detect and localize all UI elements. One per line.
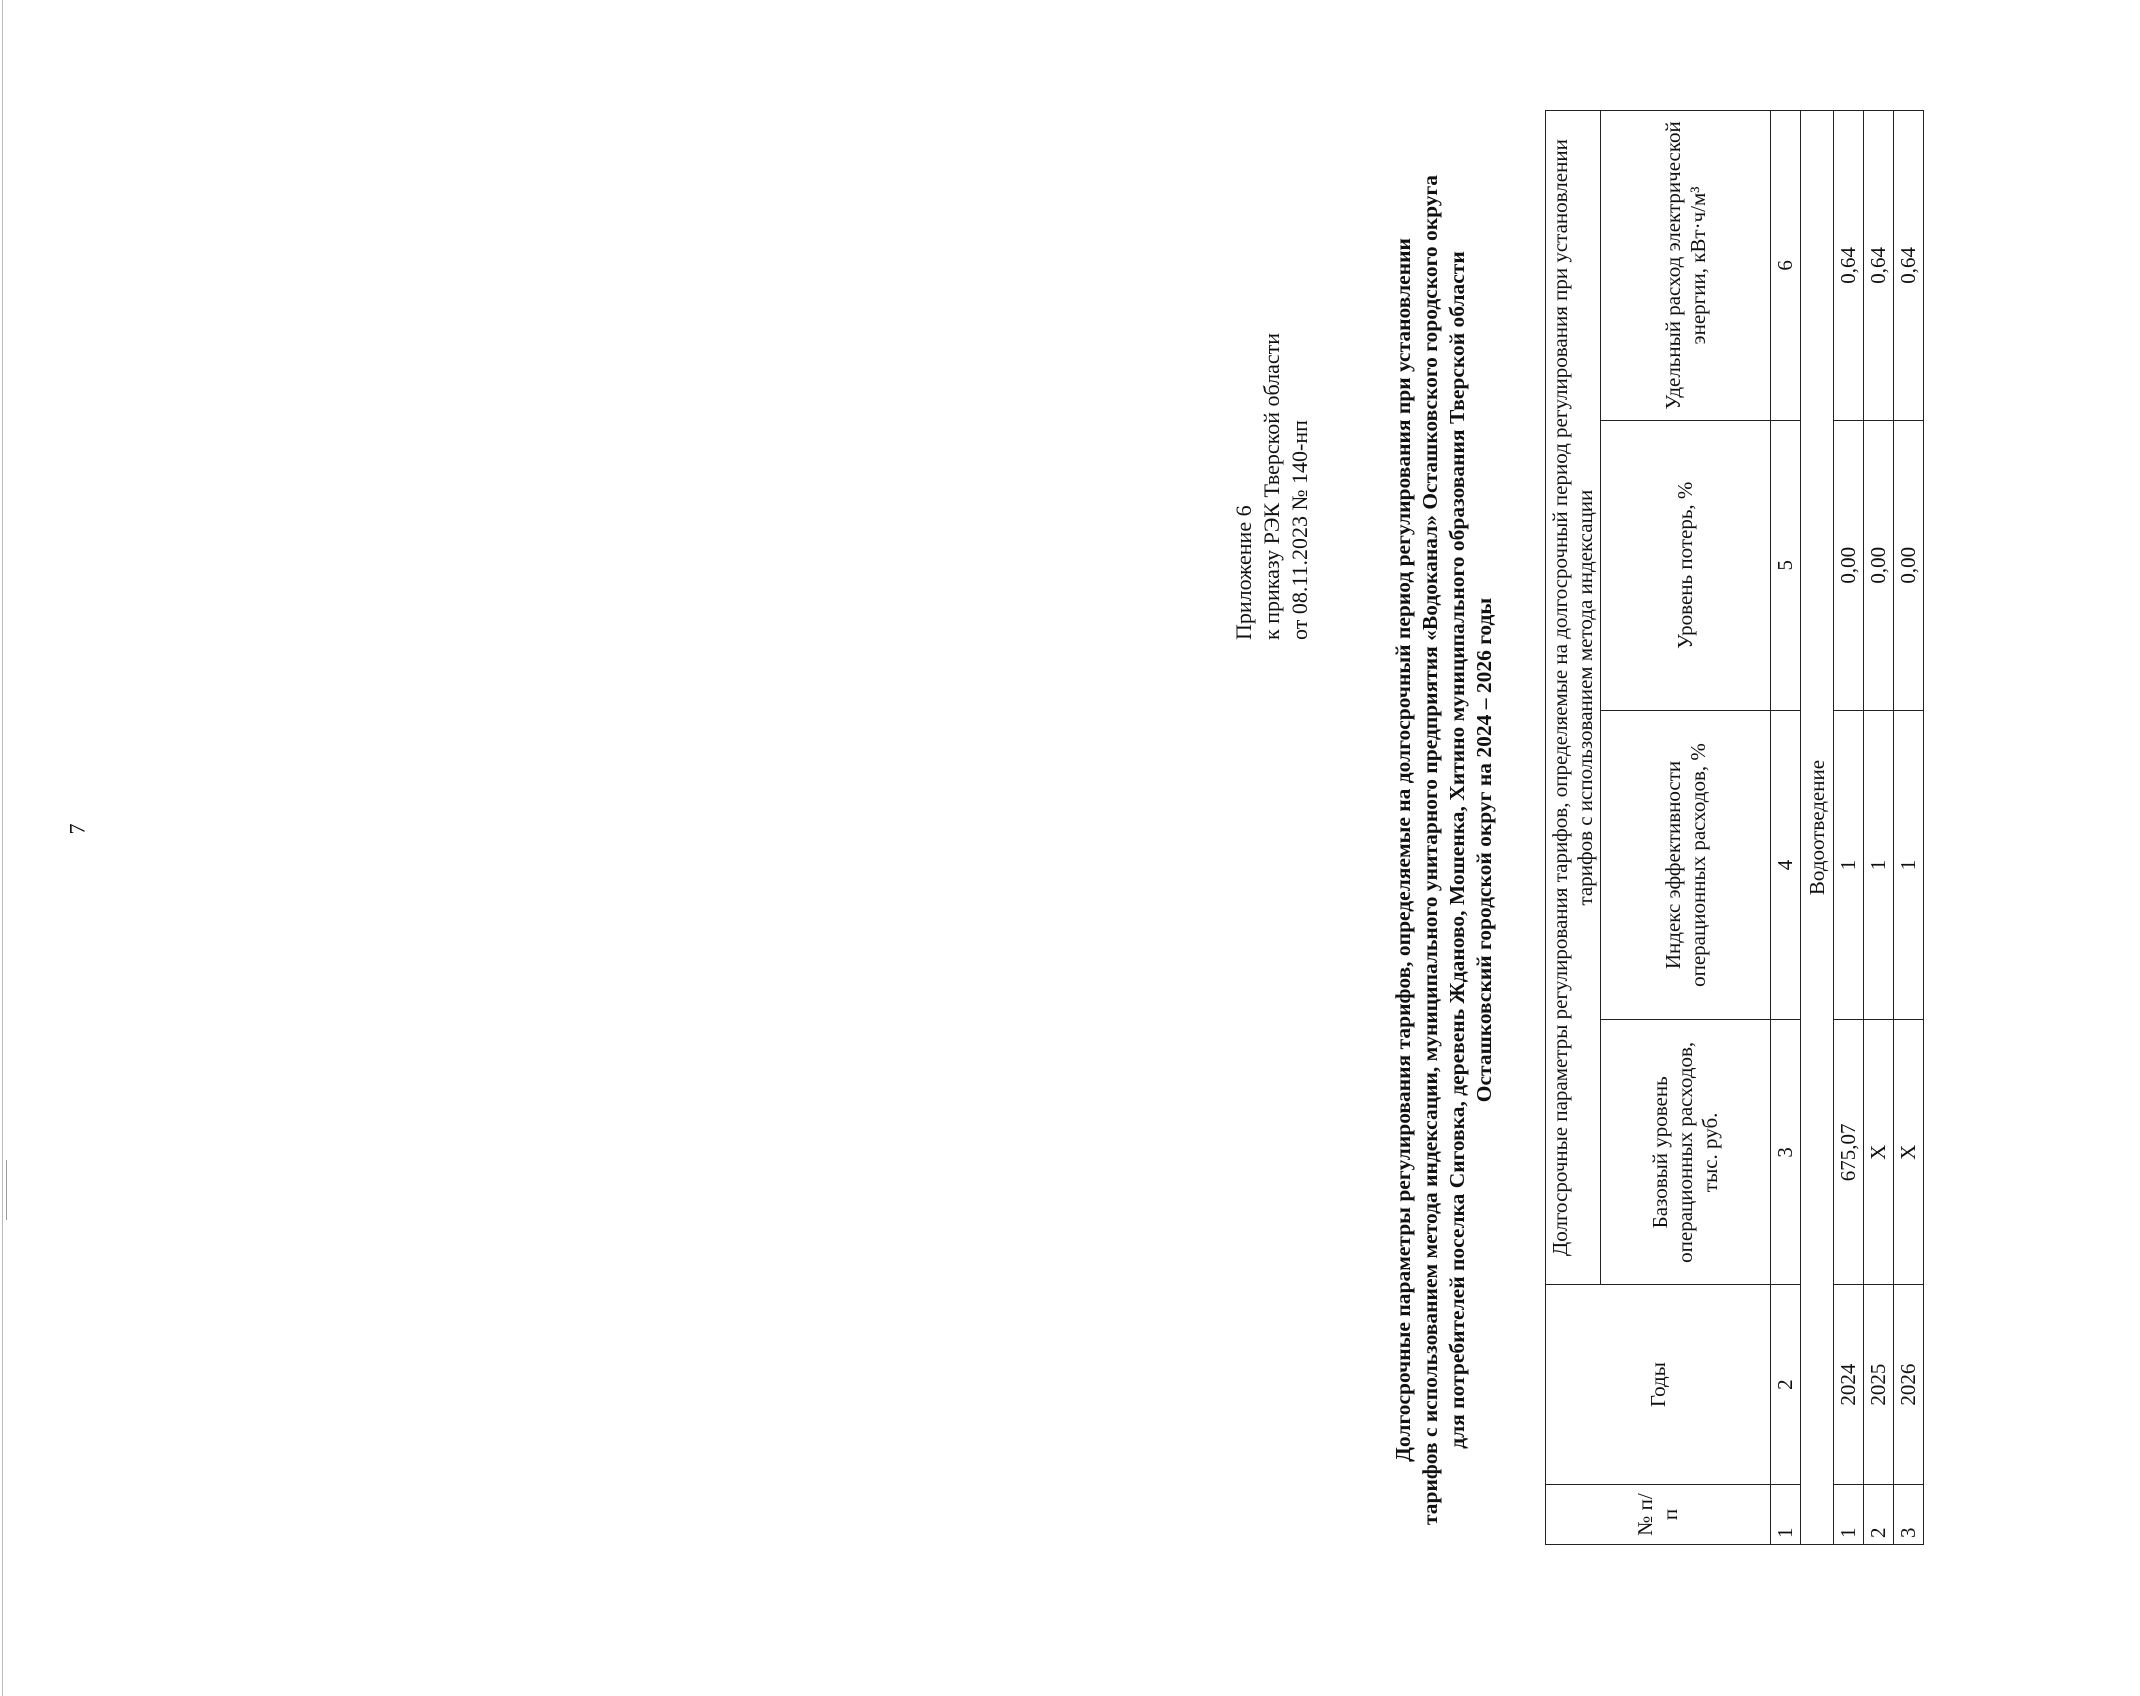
scan-edge-mark <box>6 1160 7 1220</box>
column-number: 1 <box>1771 1485 1801 1545</box>
row-loss-level: 0,00 <box>1834 420 1864 710</box>
page-number: 7 <box>64 823 90 835</box>
row-number: 1 <box>1834 1485 1864 1545</box>
rotated-page-content <box>1190 40 2140 1660</box>
column-number: 5 <box>1771 420 1801 710</box>
section-title: Водоотведение <box>1801 111 1834 1545</box>
scan-edge-line <box>2 0 3 1696</box>
column-number: 6 <box>1771 111 1801 421</box>
row-efficiency-index: 1 <box>1894 710 1924 1020</box>
row-number: 3 <box>1894 1485 1924 1545</box>
row-base-level: 675,07 <box>1834 1020 1864 1285</box>
column-number: 4 <box>1771 710 1801 1020</box>
header-energy-consumption: Удельный расход электрической энергии, кВт·ч/м³ <box>1601 111 1771 421</box>
column-number: 3 <box>1771 1020 1801 1285</box>
column-number: 2 <box>1771 1285 1801 1485</box>
section-row <box>1801 111 1834 1545</box>
appendix-line-1: Приложение 6 <box>1231 505 1256 640</box>
title-line-1: Долгосрочные параметры регулирования тарифов, определяемые на долгосрочный период регулирования при установлении <box>1391 238 1415 1462</box>
row-energy: 0,64 <box>1894 111 1924 421</box>
title-line-3: для потребителей поселка Сиговка, деревень Жданово, Мошенка, Хитино муниципального образования Тверской области <box>1445 251 1469 1449</box>
appendix-line-2: к приказу РЭК Тверской области <box>1259 332 1284 640</box>
appendix-block <box>1230 80 1314 640</box>
table-row <box>1834 111 1864 1545</box>
title-line-2: тарифов с использованием метода индексации, муниципального унитарного предприятия «Водоканал» Осташковского городского округа <box>1418 174 1442 1526</box>
row-loss-level: 0,00 <box>1894 420 1924 710</box>
header-group: Долгосрочные параметры регулирования тарифов, определяемые на долгосрочный период регулирования при установлении тарифов с использованием метода индексации <box>1546 111 1601 1285</box>
table-row <box>1864 111 1894 1545</box>
header-years: Годы <box>1546 1285 1771 1485</box>
header-loss-level: Уровень потерь, % <box>1601 420 1771 710</box>
row-efficiency-index: 1 <box>1864 710 1894 1020</box>
row-efficiency-index: 1 <box>1834 710 1864 1020</box>
title-line-4: Осташковский городской округ на 2024 – 2026 годы <box>1472 597 1496 1103</box>
parameters-table <box>1545 110 1924 1545</box>
row-year: 2024 <box>1834 1285 1864 1485</box>
row-year: 2025 <box>1864 1285 1894 1485</box>
header-num: № п/п <box>1546 1485 1771 1545</box>
row-energy: 0,64 <box>1864 111 1894 421</box>
row-loss-level: 0,00 <box>1864 420 1894 710</box>
document-title <box>1390 40 1498 1660</box>
header-efficiency-index: Индекс эффективности операционных расходов, % <box>1601 710 1771 1020</box>
row-energy: 0,64 <box>1834 111 1864 421</box>
column-numbering-row <box>1771 111 1801 1545</box>
header-base-level: Базовый уровень операционных расходов, тыс. руб. <box>1601 1020 1771 1285</box>
row-number: 2 <box>1864 1485 1894 1545</box>
appendix-line-3: от 08.11.2023 № 140-нп <box>1287 420 1312 640</box>
row-year: 2026 <box>1894 1285 1924 1485</box>
row-base-level: X <box>1894 1020 1924 1285</box>
table-row <box>1894 111 1924 1545</box>
row-base-level: X <box>1864 1020 1894 1285</box>
